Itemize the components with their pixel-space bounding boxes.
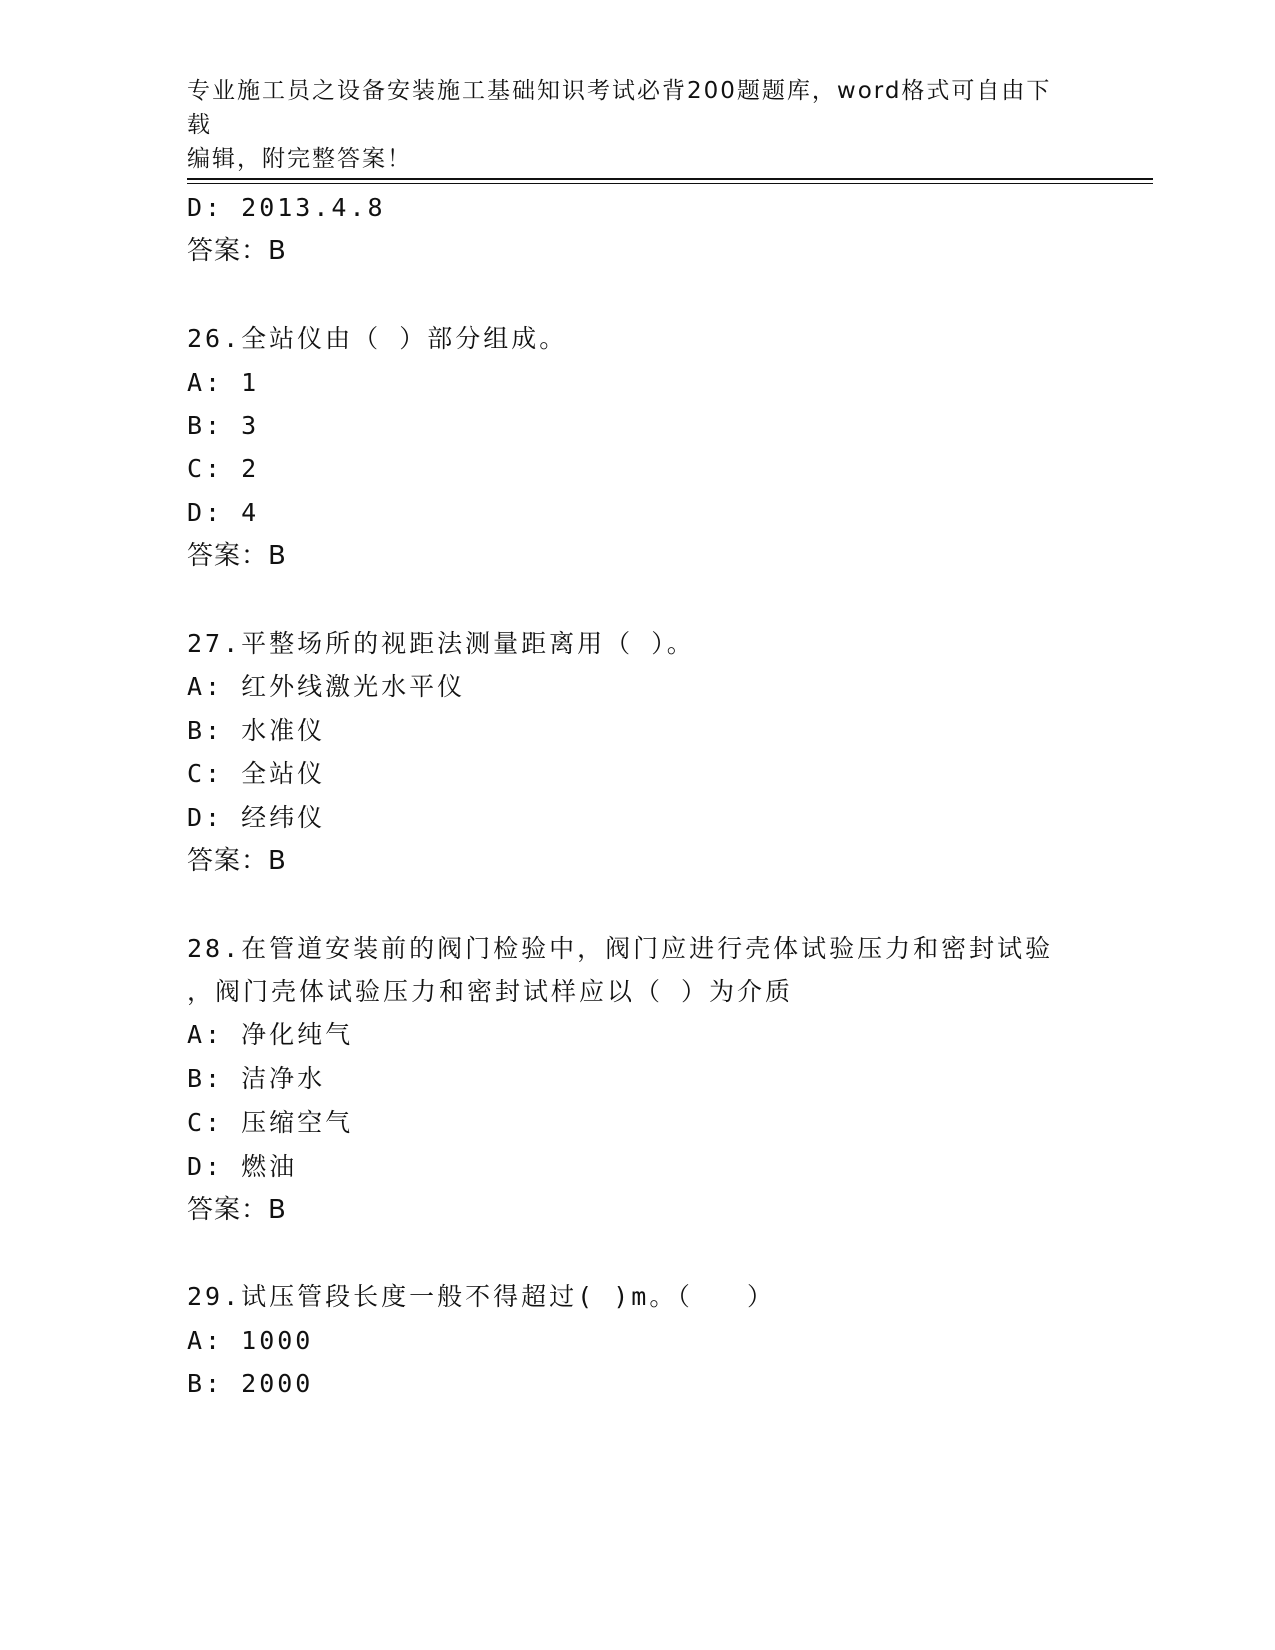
header-divider-thin <box>187 183 1153 184</box>
q26-option-d: D: 4 <box>187 498 260 527</box>
header-title-line-2: 编辑，附完整答案！ <box>187 146 412 172</box>
q28-stem-line-1: 28.在管道安装前的阀门检验中，阀门应进行壳体试验压力和密封试验 <box>187 934 1054 963</box>
q29-option-a: A: 1000 <box>187 1326 314 1355</box>
q27-option-a: A: 红外线激光水平仪 <box>187 672 466 701</box>
prev-option-d: D: 2013.4.8 <box>187 193 386 222</box>
q28-option-a: A: 净化纯气 <box>187 1020 354 1049</box>
q28-answer: 答案：B <box>187 1195 287 1225</box>
q26-option-a: A: 1 <box>187 368 260 397</box>
document-header <box>187 74 1067 176</box>
q27-option-b: B: 水准仪 <box>187 716 326 745</box>
q27-answer: 答案：B <box>187 846 287 876</box>
q26-answer: 答案：B <box>187 541 287 571</box>
q28-stem-line-2: ，阀门壳体试验压力和密封试样应以（ ）为介质 <box>187 977 794 1006</box>
q26-stem: 26.全站仪由（ ）部分组成。 <box>187 324 568 353</box>
q27-option-c: C: 全站仪 <box>187 759 326 788</box>
q28-option-c: C: 压缩空气 <box>187 1108 354 1137</box>
q29-stem: 29.试压管段长度一般不得超过( )m。（ ） <box>187 1282 776 1311</box>
q26-option-c: C: 2 <box>187 454 260 483</box>
q26-option-b: B: 3 <box>187 411 260 440</box>
header-title-line-1: 专业施工员之设备安装施工基础知识考试必背200题题库，word格式可自由下载 <box>187 78 1052 138</box>
q28-option-d: D: 燃油 <box>187 1152 298 1181</box>
q29-option-b: B: 2000 <box>187 1369 314 1398</box>
q27-option-d: D: 经纬仪 <box>187 803 326 832</box>
q27-stem: 27.平整场所的视距法测量距离用（ ）。 <box>187 629 695 658</box>
header-divider-thick <box>187 178 1153 180</box>
q28-option-b: B: 洁净水 <box>187 1064 326 1093</box>
prev-answer: 答案：B <box>187 236 287 266</box>
